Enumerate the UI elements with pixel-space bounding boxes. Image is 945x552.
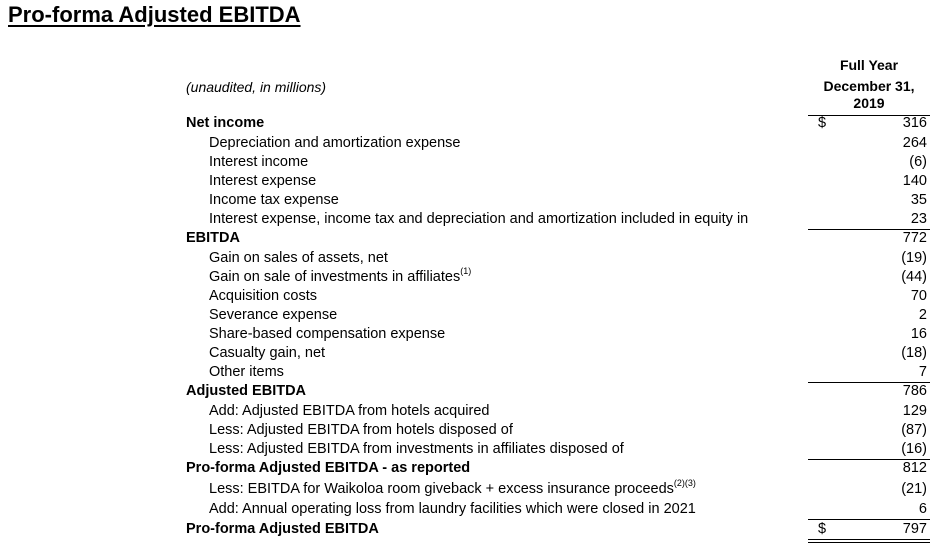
row-label: Less: Adjusted EBITDA from investments in affiliates disposed of (209, 441, 624, 457)
row-value: 140 (902, 173, 927, 189)
row-label: Interest expense, income tax and depreciation and amortization included in equity in (209, 211, 749, 227)
table-row (0, 268, 945, 287)
row-label-text: Less: EBITDA for Waikoloa room giveback + excess insurance proceeds (209, 481, 674, 497)
table-row (0, 287, 945, 306)
row-value: (18) (901, 345, 927, 361)
table-row-adjusted-ebitda (0, 382, 945, 401)
row-label: Gain on sales of assets, net (209, 250, 388, 266)
row-value: (87) (901, 422, 927, 438)
row-value: (16) (901, 441, 927, 457)
unit-note: (unaudited, in millions) (186, 79, 327, 95)
table-row-proforma-as-reported (0, 459, 945, 478)
row-value: (19) (901, 250, 927, 266)
table-row (0, 306, 945, 325)
row-value: 6 (918, 501, 927, 517)
table-row (0, 363, 945, 382)
total-double-rule (808, 539, 930, 543)
table-row (0, 402, 945, 421)
row-label: Pro-forma Adjusted EBITDA (186, 521, 379, 537)
column-header-full-year: Full Year (839, 57, 899, 73)
row-value: 70 (910, 288, 927, 304)
table-row-proforma-adjusted-ebitda (0, 520, 945, 539)
table-row (0, 325, 945, 344)
row-label: Net income (186, 115, 265, 131)
table-row (0, 500, 945, 519)
row-label: Add: Adjusted EBITDA from hotels acquired (209, 403, 490, 419)
row-label: Interest income (209, 154, 309, 170)
row-value: (6) (909, 154, 927, 170)
row-label (209, 480, 696, 499)
page-title: Pro-forma Adjusted EBITDA (8, 2, 301, 27)
table-row (0, 210, 945, 229)
row-label (209, 268, 471, 287)
table-row (0, 249, 945, 268)
row-value: 129 (902, 403, 927, 419)
row-value: 812 (902, 460, 927, 476)
currency-symbol: $ (818, 115, 827, 131)
row-label: Interest expense (209, 173, 317, 189)
row-label: Severance expense (209, 307, 338, 323)
row-value: 35 (910, 192, 927, 208)
row-value: 23 (910, 211, 927, 227)
row-label: EBITDA (186, 230, 240, 246)
row-label: Add: Annual operating loss from laundry facilities which were closed in 2021 (209, 501, 696, 517)
row-value: 16 (910, 326, 927, 342)
footnote-marker: (1) (460, 266, 472, 277)
row-value: 772 (902, 230, 927, 246)
row-value: 264 (902, 135, 927, 151)
row-label: Acquisition costs (209, 288, 317, 304)
table-row (0, 191, 945, 210)
row-label: Less: Adjusted EBITDA from hotels disposed of (209, 422, 513, 438)
row-value: 7 (918, 364, 927, 380)
table-row (0, 153, 945, 172)
table-row (0, 480, 945, 499)
row-label: Income tax expense (209, 192, 339, 208)
row-value: (44) (901, 269, 927, 285)
table-row (0, 172, 945, 191)
row-label-text: Gain on sale of investments in affiliates (209, 269, 461, 285)
row-value: 2 (918, 307, 927, 323)
row-label: Pro-forma Adjusted EBITDA - as reported (186, 460, 471, 476)
row-value: 786 (902, 383, 927, 399)
table-row (0, 440, 945, 459)
row-label: Share-based compensation expense (209, 326, 446, 342)
row-label: Depreciation and amortization expense (209, 135, 461, 151)
row-value: 316 (902, 115, 927, 131)
currency-symbol: $ (818, 521, 827, 537)
table-row (0, 344, 945, 363)
table-row (0, 134, 945, 153)
column-header-date: December 31, (823, 78, 915, 94)
row-value: (21) (901, 481, 927, 497)
row-label: Adjusted EBITDA (186, 383, 307, 399)
row-label: Casualty gain, net (209, 345, 326, 361)
row-label: Other items (209, 364, 284, 380)
column-header-year: 2019 (853, 95, 885, 111)
footnote-marker: (2)(3) (673, 478, 696, 489)
table-row (0, 421, 945, 440)
row-value: 797 (902, 521, 927, 537)
table-row-net-income (0, 114, 945, 133)
table-row-ebitda (0, 229, 945, 248)
